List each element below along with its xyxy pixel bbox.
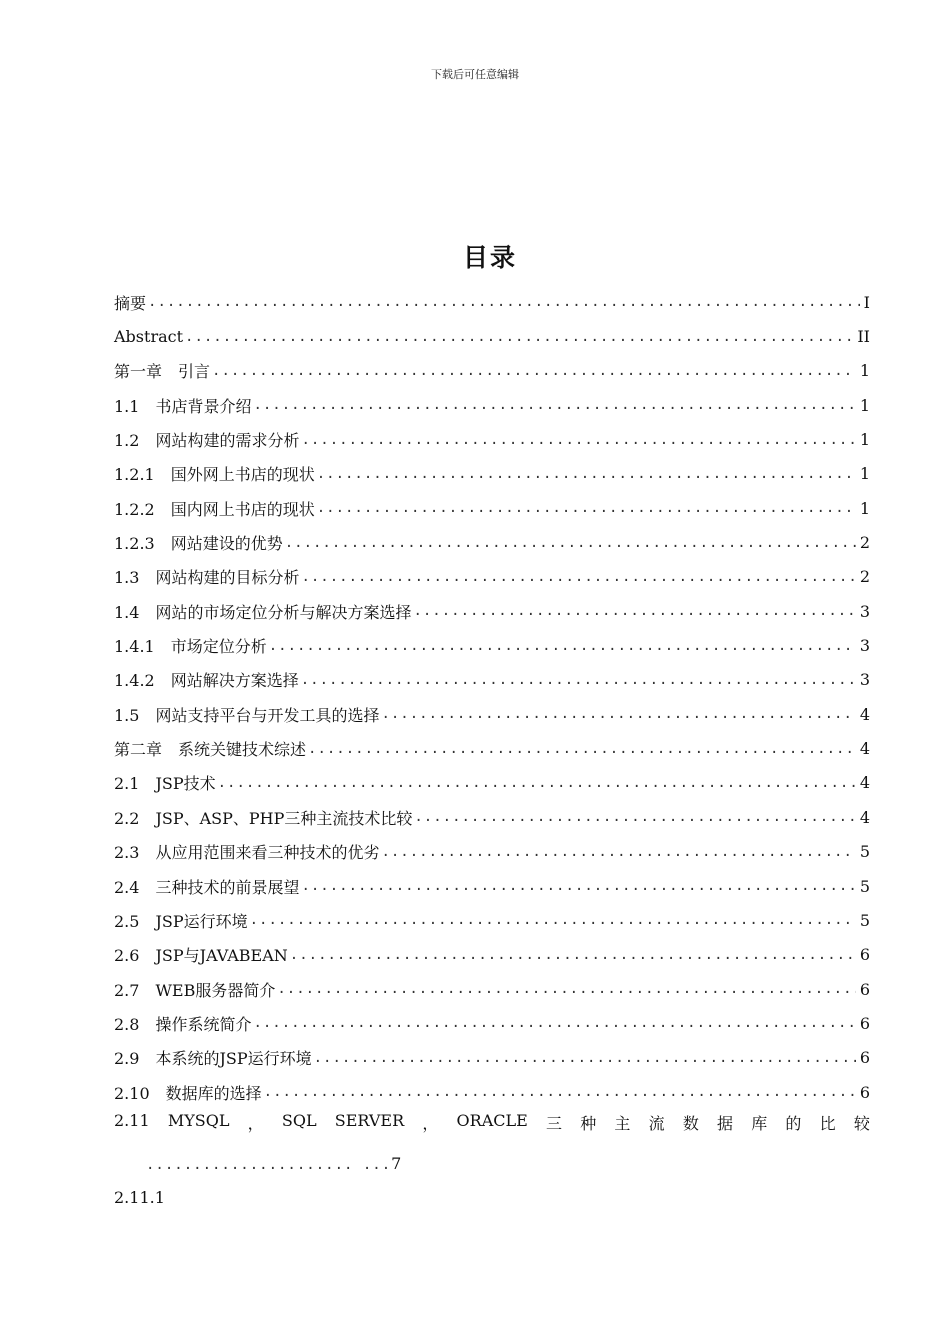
toc-leader [301, 569, 855, 585]
toc-entry-label: 1.1 书店背景介绍 [114, 396, 252, 416]
toc-entry-word: 流 [648, 1114, 665, 1133]
toc-leader [264, 1084, 856, 1100]
toc-leader [317, 466, 856, 482]
toc-leader [301, 432, 855, 448]
toc-entry[interactable] [114, 560, 870, 594]
toc-leader [185, 329, 853, 345]
toc-leader [290, 947, 856, 963]
toc-page-number: 1 [859, 361, 870, 381]
toc-entry-word: 主 [614, 1114, 631, 1133]
toc-leader [308, 741, 856, 757]
toc-entry-word: MYSQL [167, 1111, 230, 1130]
toc-entry[interactable] [114, 800, 870, 834]
toc-leader [381, 844, 855, 860]
toc-entry[interactable] [114, 731, 870, 765]
toc-entry[interactable] [114, 628, 870, 662]
toc-page-number: 4 [859, 807, 870, 827]
toc-entry-word: 据 [717, 1114, 734, 1133]
toc-page-number: 4 [859, 739, 870, 759]
toc-leader [253, 1015, 855, 1031]
toc-entry-label: 1.4.2 网站解决方案选择 [114, 671, 299, 691]
toc-entry[interactable] [114, 972, 870, 1006]
toc-leader [301, 672, 856, 688]
toc-entry-label: 1.2.3 网站建设的优势 [114, 534, 283, 554]
toc-entry-label: 2.8 操作系统简介 [114, 1014, 252, 1034]
toc-entry[interactable] [114, 697, 870, 731]
toc-entry-label: 2.7 WEB服务器简介 [114, 980, 276, 1000]
toc-entry-label: 2.11.1 [114, 1188, 165, 1207]
toc-entry-label: Abstract [114, 327, 184, 347]
toc-leader: ...................... ... [146, 1157, 392, 1173]
toc-entry-label: 2.6 JSP与JAVABEAN [114, 946, 288, 966]
toc-entry-label: 1.3 网站构建的目标分析 [114, 568, 300, 588]
toc-page-number: 3 [859, 601, 870, 621]
table-of-contents [114, 285, 870, 1109]
toc-leader [314, 1050, 856, 1066]
toc-leader [250, 912, 856, 928]
toc-entry-word: 库 [751, 1114, 768, 1133]
toc-entry[interactable] [114, 869, 870, 903]
toc-page-number: 4 [859, 704, 870, 724]
toc-entry-label: 1.5 网站支持平台与开发工具的选择 [114, 705, 380, 725]
toc-entry[interactable] [114, 766, 870, 800]
toc-page-number: 6 [859, 945, 870, 965]
toc-title: 目录 [462, 243, 517, 272]
toc-leader [253, 397, 855, 413]
toc-entry-word: 三 [546, 1114, 563, 1133]
toc-entry[interactable] [114, 938, 870, 972]
toc-entry-label: 2.10 数据库的选择 [114, 1083, 262, 1103]
toc-entry-word: SQL [281, 1111, 317, 1130]
toc-entry-word: 比 [819, 1114, 836, 1133]
toc-entry[interactable] [114, 903, 870, 937]
toc-page-number: 6 [859, 1013, 870, 1033]
toc-entry-2-11-words [114, 1111, 870, 1134]
toc-entry-label: 1.4.1 市场定位分析 [114, 637, 267, 657]
toc-entry-label: 1.2 网站构建的需求分析 [114, 431, 300, 451]
toc-entry-word: ， [422, 1114, 439, 1133]
toc-entry-label: 第一章 引言 [114, 362, 211, 382]
toc-page-number: 2 [859, 567, 870, 587]
page-header: 下载后可任意编辑 [431, 68, 519, 81]
toc-entry[interactable] [114, 1075, 870, 1109]
toc-page-number: 7 [391, 1154, 402, 1173]
toc-page-number: 1 [859, 395, 870, 415]
toc-page-number: I [863, 292, 870, 312]
toc-entry-label: 摘要 [114, 293, 147, 313]
toc-entry[interactable] [114, 491, 870, 525]
toc-page-number: 4 [859, 773, 870, 793]
toc-entry[interactable] [114, 1006, 870, 1040]
toc-leader [218, 775, 856, 791]
toc-leader [301, 878, 855, 894]
toc-entry[interactable] [114, 1041, 870, 1075]
toc-entry-word: ， [247, 1114, 264, 1133]
toc-entry-word: 2.11 [114, 1111, 150, 1130]
toc-entry-2-11-1[interactable] [114, 1188, 165, 1207]
toc-entry-label: 2.1 JSP技术 [114, 774, 216, 794]
toc-entry[interactable] [114, 663, 870, 697]
toc-leader [212, 363, 856, 379]
toc-page-number: 1 [859, 464, 870, 484]
toc-entry-word: 的 [785, 1114, 802, 1133]
toc-leader [317, 500, 856, 516]
toc-entry-label: 2.2 JSP、ASP、PHP三种主流技术比较 [114, 808, 413, 828]
toc-entry-label: 1.4 网站的市场定位分析与解决方案选择 [114, 602, 412, 622]
toc-entry[interactable] [114, 354, 870, 388]
toc-page-number: II [857, 327, 870, 347]
toc-page-number: 1 [859, 498, 870, 518]
toc-page-number: 2 [859, 533, 870, 553]
toc-page-number: 6 [859, 1082, 870, 1102]
toc-entry-2-11-page-line [146, 1154, 401, 1173]
toc-leader [269, 638, 856, 654]
toc-page-number: 5 [859, 876, 870, 896]
toc-entry[interactable] [114, 319, 870, 353]
toc-leader [285, 535, 856, 551]
toc-entry[interactable] [114, 525, 870, 559]
toc-entry[interactable] [114, 422, 870, 456]
toc-entry-word: SERVER [334, 1111, 405, 1130]
toc-entry-label: 第二章 系统关键技术综述 [114, 740, 307, 760]
toc-entry-label: 2.9 本系统的JSP运行环境 [114, 1049, 312, 1069]
toc-entry-label: 2.3 从应用范围来看三种技术的优劣 [114, 843, 380, 863]
toc-entry[interactable] [114, 388, 870, 422]
toc-leader [148, 294, 860, 310]
toc-leader [277, 981, 855, 997]
toc-leader [414, 809, 855, 825]
toc-page-number: 6 [859, 1048, 870, 1068]
toc-page-number: 5 [859, 842, 870, 862]
toc-entry-2-11[interactable] [114, 1111, 870, 1134]
toc-entry[interactable] [114, 594, 870, 628]
toc-page-number: 6 [859, 979, 870, 999]
toc-entry-word: 较 [853, 1114, 870, 1133]
toc-entry-word: 种 [580, 1114, 597, 1133]
toc-leader [381, 706, 855, 722]
toc-entry[interactable] [114, 457, 870, 491]
toc-entry-label: 1.2.2 国内网上书店的现状 [114, 499, 315, 519]
toc-leader [413, 603, 855, 619]
toc-entry-word: ORACLE [456, 1111, 528, 1130]
toc-entry-word: 数 [682, 1114, 699, 1133]
toc-entry[interactable] [114, 835, 870, 869]
toc-page-number: 1 [859, 430, 870, 450]
toc-entry[interactable] [114, 285, 870, 319]
toc-page-number: 3 [859, 636, 870, 656]
toc-page-number: 3 [859, 670, 870, 690]
toc-entry-label: 1.2.1 国外网上书店的现状 [114, 465, 315, 485]
toc-entry-label: 2.5 JSP运行环境 [114, 911, 248, 931]
toc-entry-label: 2.4 三种技术的前景展望 [114, 877, 300, 897]
toc-page-number: 5 [859, 910, 870, 930]
